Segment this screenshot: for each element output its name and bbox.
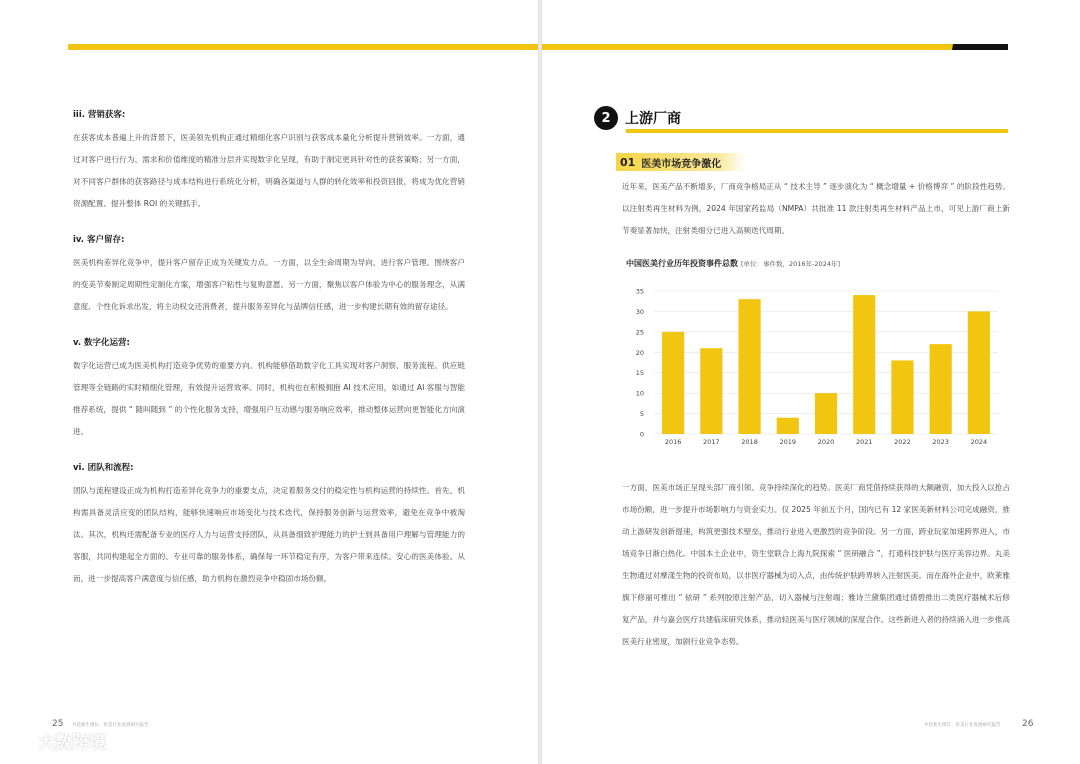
section-heading: vi. 团队和流程: [73,463,134,473]
watermark [8,728,106,753]
bar [853,295,875,434]
intro-paragraph-wrap [622,176,1010,242]
page-number-left: 25 [52,719,64,729]
section-underline [626,129,1008,133]
x-tick-label: 2019 [779,438,797,446]
body-paragraph: 一方面，医美市场正呈现头部厂商引领、竞争持续深化的趋势。医美厂商凭借持续获得的大额融资，加大投入以抢占市场份额，进一步提升市场影响力与资金实力。仅 2025 年前五个月，国内已有 12 家医美新材料公司完成融资，推动上游研发创新提速，构筑更强技术壁垒，推动行业进入更激烈的竞争阶段。另一方面，跨业玩家加速跨界进入，市场竞争日渐白热化。中国本土企业中，资生堂联合上海九院探索 “ 医研融合 ”，打通科技护肤与医疗美容边界。丸美生物通过对摩漾生物的投资布局，以非医疗器械为切入点，由传统护肤跨界转入注射医美。而在海外企业中，欧莱雅旗下修丽可推出 “ 铱研 ” 系列胶原注射产品，切入器械与注射端；雅诗兰黛集团通过倩碧推出二类医疗器械术后修复产品，并与嘉会医疗共建临床研究体系，推动轻医美与医疗领域的深度合作。这些新进入者的持续涌入进一步推高医美行业密度，加剧行业竞争态势。 [622,483,1010,646]
right-page [542,0,1080,764]
x-tick-label: 2022 [894,438,911,446]
watermark-logo-icon [8,732,34,750]
body-paragraph-wrap [622,477,1010,653]
left-page [0,0,538,764]
section-iv [73,233,465,318]
y-tick-label: 10 [635,389,644,398]
footer-text-right: 共赴新生增长：医美行业发展研究报告 [924,723,1001,728]
bar [930,344,952,434]
chart-svg [626,269,1006,449]
bar [815,393,837,434]
section-vi [73,461,465,590]
subsection-title [616,153,746,171]
x-tick-label: 2023 [932,438,949,446]
section-heading: iii. 营销获客: [73,110,126,120]
section-iii [73,108,465,215]
section-text: 医美机构差异化竞争中，提升客户留存正成为关键发力点。一方面，以全生命周期为导向，进行客户管理。围绕客户的变美节奏制定周期性定制化方案，增强客户粘性与复购意愿。另一方面，聚焦以客户体验为中心的服务理念，从满意度、个性化诉求出发，将主动权交还消费者，提升服务差异化与品牌信任感，进一步构建长期有效的留存途径。 [73,258,465,311]
bar [968,311,990,434]
y-tick-label: 15 [635,369,644,378]
investment-chart [626,258,1006,448]
top-stripe-right [542,44,1008,50]
y-tick-label: 20 [635,348,644,357]
y-tick-label: 35 [635,287,644,296]
x-tick-label: 2017 [703,438,720,446]
subsection-title-text: 医美市场竞争激化 [641,158,722,170]
y-tick-label: 5 [639,410,644,419]
section-heading: iv. 客户留存: [73,235,125,245]
watermark-text: 大数跨境 [38,733,106,753]
section-v [73,336,465,443]
left-content [73,108,465,608]
bar [738,299,760,434]
bar [662,332,684,434]
footer-text-left: 共赴新生增长：医美行业发展研究报告 [72,723,149,728]
bar [891,360,913,434]
section-text: 团队与流程建设正成为机构打造差异化竞争力的重要支点，决定着服务交付的稳定性与机构运营的持续性。首先，机构需具备灵活应变的团队结构，能够快速响应市场变化与技术迭代，保持服务创新与运营效率，避免在竞争中被淘汰。其次，机构还需配备专业的医疗人力与运营支持团队，从具备细致护理能力的护士到具备用户理解与管理能力的客服，共同构建起全方面的、专业可靠的服务体系，确保每一环节稳定有序，为客户带来连续、安心的医美体验。从而，进一步提高客户满意度与信任感，助力机构在激烈竞争中稳固市场份额。 [73,486,465,583]
x-tick-label: 2018 [741,438,758,446]
section-title [594,106,681,130]
chart-unit-note: [单位：事件数，2016年-2024年] [741,260,841,268]
y-tick-label: 30 [635,307,644,316]
section-text: 数字化运营已成为医美机构打造竞争优势的重要方向。机构能够借助数字化工具实现对客户洞察、服务流程、供应链管理等全链路的实时精细化管理，有效提升运营效率。同时，机构也在积极拥抱 AI 技术应用，如通过 AI 客服与智能推荐系统，提供 “ 随叫随到 ” 的个性化服务支持，增强用户互动感与服务响应效率，推动整体运营向更智能化方向演进。 [73,361,465,436]
x-tick-label: 2020 [817,438,835,446]
x-tick-label: 2021 [855,438,873,446]
top-stripe-left [68,44,538,50]
section-text: 在获客成本普遍上升的背景下，医美领先机构正通过精细化客户识别与获客成本量化分析提升营销效率。一方面，通过对客户进行行为、需求和价值维度的精准分层并实现数字化呈现，有助于制定更具针对性的获客策略；另一方面，对不同客户群体的获客路径与成本结构进行系统化分析，明确各渠道与人群的转化效率和投资回报，将成为优化营销资源配置、提升整体 ROI 的关键抓手。 [73,133,465,208]
chart-title-row [626,258,1006,269]
bar [777,418,799,434]
page-number-right: 26 [1022,719,1034,729]
x-tick-label: 2024 [970,438,988,446]
y-tick-label: 0 [639,430,644,439]
chart-title: 中国医美行业历年投资事件总数 [626,259,738,268]
intro-paragraph: 近年来，医美产品不断增多，厂商竞争格局正从 “ 技术主导 ” 逐步演化为 “ 概念增量 + 价格博弈 ” 的阶段性趋势。以注射类再生材料为例，2024 年国家药监局（NMPA）共批准 11 款注射类再生材料产品上市，可见上游厂商上新节奏显著加快，注射类细分已进入高频迭代周期。 [622,182,1010,235]
section-title-text: 上游厂商 [625,111,681,127]
y-tick-label: 25 [635,328,644,337]
section-heading: v. 数字化运营: [73,338,130,348]
section-number-badge: 2 [594,106,618,130]
subsection-number: 01 [620,155,636,169]
bar [700,348,722,434]
x-tick-label: 2016 [664,438,682,446]
